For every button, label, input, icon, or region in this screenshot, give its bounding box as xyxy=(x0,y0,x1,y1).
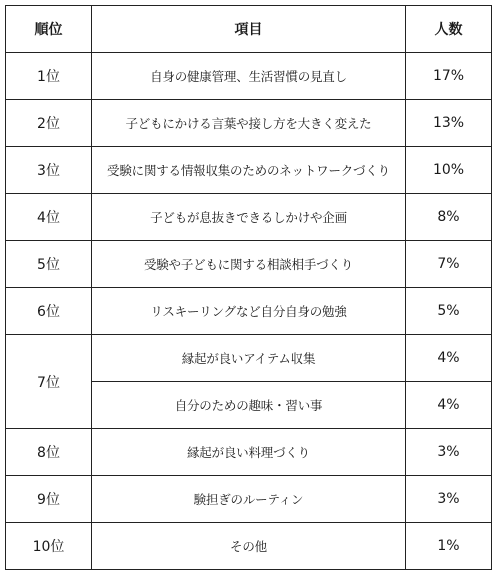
rank-cell: 10位 xyxy=(6,523,92,570)
percent-cell: 13% xyxy=(406,100,492,147)
item-cell: その他 xyxy=(92,523,406,570)
percent-cell: 3% xyxy=(406,476,492,523)
rank-cell: 3位 xyxy=(6,147,92,194)
item-cell: 自分のための趣味・習い事 xyxy=(92,382,406,429)
count-column-header: 人数 xyxy=(406,6,492,53)
percent-cell: 7% xyxy=(406,241,492,288)
percent-cell: 17% xyxy=(406,53,492,100)
percent-cell: 4% xyxy=(406,382,492,429)
rank-cell: 4位 xyxy=(6,194,92,241)
item-cell: 縁起が良いアイテム収集 xyxy=(92,335,406,382)
table-header-row xyxy=(6,6,492,53)
rank-cell: 7位 xyxy=(6,335,92,429)
rank-cell: 9位 xyxy=(6,476,92,523)
table-row xyxy=(6,335,492,382)
item-cell: 自身の健康管理、生活習慣の見直し xyxy=(92,53,406,100)
item-cell: 子どもにかける言葉や接し方を大きく変えた xyxy=(92,100,406,147)
table-row xyxy=(6,476,492,523)
percent-cell: 1% xyxy=(406,523,492,570)
percent-cell: 10% xyxy=(406,147,492,194)
table-row xyxy=(6,53,492,100)
rank-cell: 5位 xyxy=(6,241,92,288)
percent-cell: 4% xyxy=(406,335,492,382)
table-row xyxy=(6,523,492,570)
rank-cell: 8位 xyxy=(6,429,92,476)
item-cell: 受験に関する情報収集のためのネットワークづくり xyxy=(92,147,406,194)
table-row xyxy=(6,429,492,476)
table-row xyxy=(6,194,492,241)
table-row xyxy=(6,288,492,335)
item-cell: 験担ぎのルーティン xyxy=(92,476,406,523)
item-cell: 子どもが息抜きできるしかけや企画 xyxy=(92,194,406,241)
item-cell: 縁起が良い料理づくり xyxy=(92,429,406,476)
ranking-table xyxy=(5,5,492,570)
rank-cell: 1位 xyxy=(6,53,92,100)
table-row xyxy=(6,100,492,147)
rank-cell: 2位 xyxy=(6,100,92,147)
item-column-header: 項目 xyxy=(92,6,406,53)
percent-cell: 5% xyxy=(406,288,492,335)
item-cell: リスキーリングなど自分自身の勉強 xyxy=(92,288,406,335)
table-row xyxy=(6,147,492,194)
rank-cell: 6位 xyxy=(6,288,92,335)
percent-cell: 3% xyxy=(406,429,492,476)
percent-cell: 8% xyxy=(406,194,492,241)
table-row xyxy=(6,241,492,288)
rank-column-header: 順位 xyxy=(6,6,92,53)
item-cell: 受験や子どもに関する相談相手づくり xyxy=(92,241,406,288)
